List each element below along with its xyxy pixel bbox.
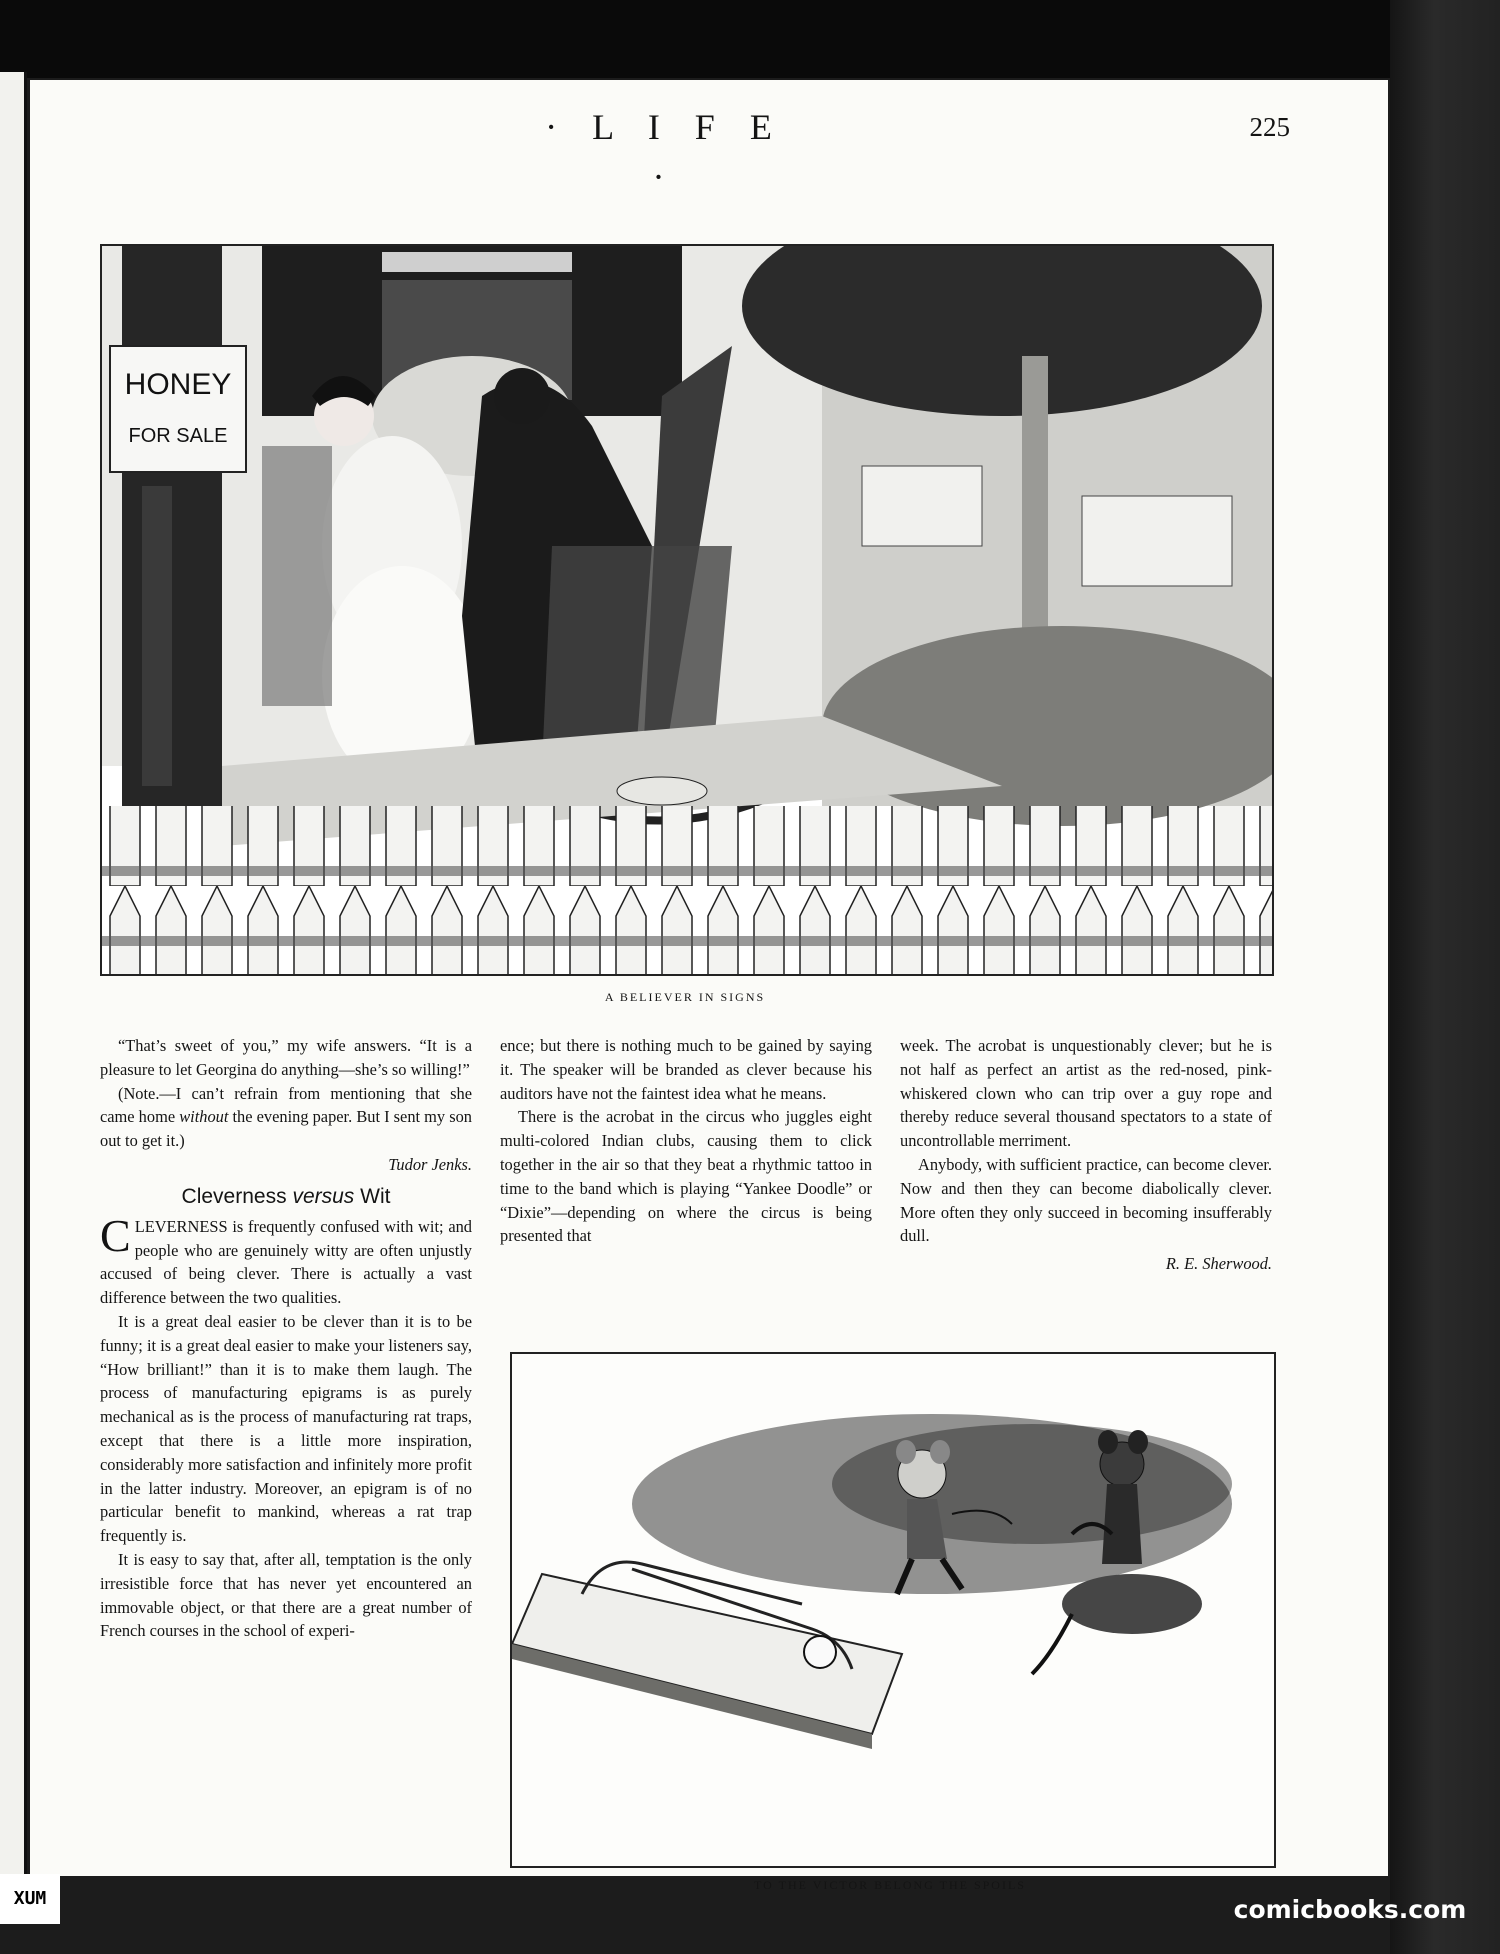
site-watermark: comicbooks.com <box>1233 1895 1467 1924</box>
paragraph-anybody: Anybody, with sufficient practice, can become clever. Now and then they can become diabolically clever. More often they only succeed in becoming insufferably dull. <box>900 1154 1272 1246</box>
text-column-2 <box>500 1034 872 1324</box>
paragraph-clown: week. The acrobat is unquestionably clever; but he is not half as perfect an artist as the red-nosed, pink-whiskered clown who can trip over a guy rope and thereby reduce several thousand spectators to a state of uncontrollable merriment. <box>900 1036 1272 1151</box>
cheese-bait <box>804 1636 836 1668</box>
caption-victor-spoils: TO THE VICTOR BELONG THE SPOILS <box>754 1878 1026 1892</box>
paragraph-note: (Note.—I can’t refrain from mentioning that she came home without the evening paper. But I sent my son out to get it.) <box>100 1083 472 1151</box>
byline-tudor-jenks: Tudor Jenks. <box>388 1154 472 1174</box>
svg-text:​: ​ <box>530 1745 533 1757</box>
masthead-title: · L I F E · <box>545 107 785 197</box>
facing-page-edge <box>0 72 27 1902</box>
article-heading: Cleverness versus Wit <box>181 1184 391 1208</box>
sign-text-for-sale: FOR SALE <box>128 425 228 447</box>
defeated-cat <box>1062 1574 1202 1634</box>
paragraph-experience: ence; but there is nothing much to be gained by saying it. The speaker will be branded as clever because his auditors have not the faintest idea what he means. <box>500 1036 872 1103</box>
paragraph-easier-clever: It is a great deal easier to be clever than it is to be funny; it is a great deal easier to make your listeners say, “How brilliant!” than it is to make them laugh. The process of manufacturing epigrams is as purely mechanical as is the process of manufacturing rat traps, except that there is a little more inspiration, considerably more satisfaction and infinitely more profit in the latter industry. Moreover, an epigram is of no particular benefit to mankind, whereas a rat trap frequently is. <box>100 1311 472 1546</box>
mice-rat-trap-drawing <box>512 1354 1270 1864</box>
paragraph-acrobat: There is the acrobat in the circus who juggles eight multi-colored Indian clubs, causing them to click together in the air so that they beat a rhythmic tattoo in time to the band which is playing “Yankee Doodle” or “Dixie”—depending on where the circus is being presented that <box>500 1107 872 1246</box>
byline-sherwood: R. E. Sherwood. <box>1165 1254 1272 1274</box>
text-column-3 <box>900 1034 1272 1324</box>
paragraph-wife-answers: “That’s sweet of you,” my wife answers. “It is a pleasure to let Georgina do anything—she’s so willing!” <box>100 1036 472 1079</box>
honey-sign <box>110 346 246 472</box>
illustration-victor-spoils <box>510 1352 1276 1868</box>
paragraph-cleverness-intro: CLEVERNESS is frequently confused with wit; and people who are genuinely witty are often unjustly accused of being clever. There is actually a vast difference between the two qualities. <box>100 1209 472 1308</box>
sign-text-honey: HONEY <box>124 368 232 401</box>
porch-scene-drawing <box>102 246 1272 974</box>
scan-right-border <box>1390 0 1500 1954</box>
scan-watermark-left: XUM <box>0 1874 60 1924</box>
scan-top-border <box>0 0 1500 78</box>
text-column-1 <box>100 1034 472 1774</box>
caption-believer-in-signs: A BELIEVER IN SIGNS <box>604 990 766 1004</box>
illustration-believer-in-signs <box>100 244 1274 976</box>
paragraph-easy-to-say: It is easy to say that, after all, temptation is the only irresistible force that has never yet encountered an immovable object, or that there are a great number of French courses in the school of experi- <box>100 1549 472 1641</box>
drop-cap: C <box>100 1209 131 1261</box>
page-number: 225 <box>1249 112 1290 142</box>
